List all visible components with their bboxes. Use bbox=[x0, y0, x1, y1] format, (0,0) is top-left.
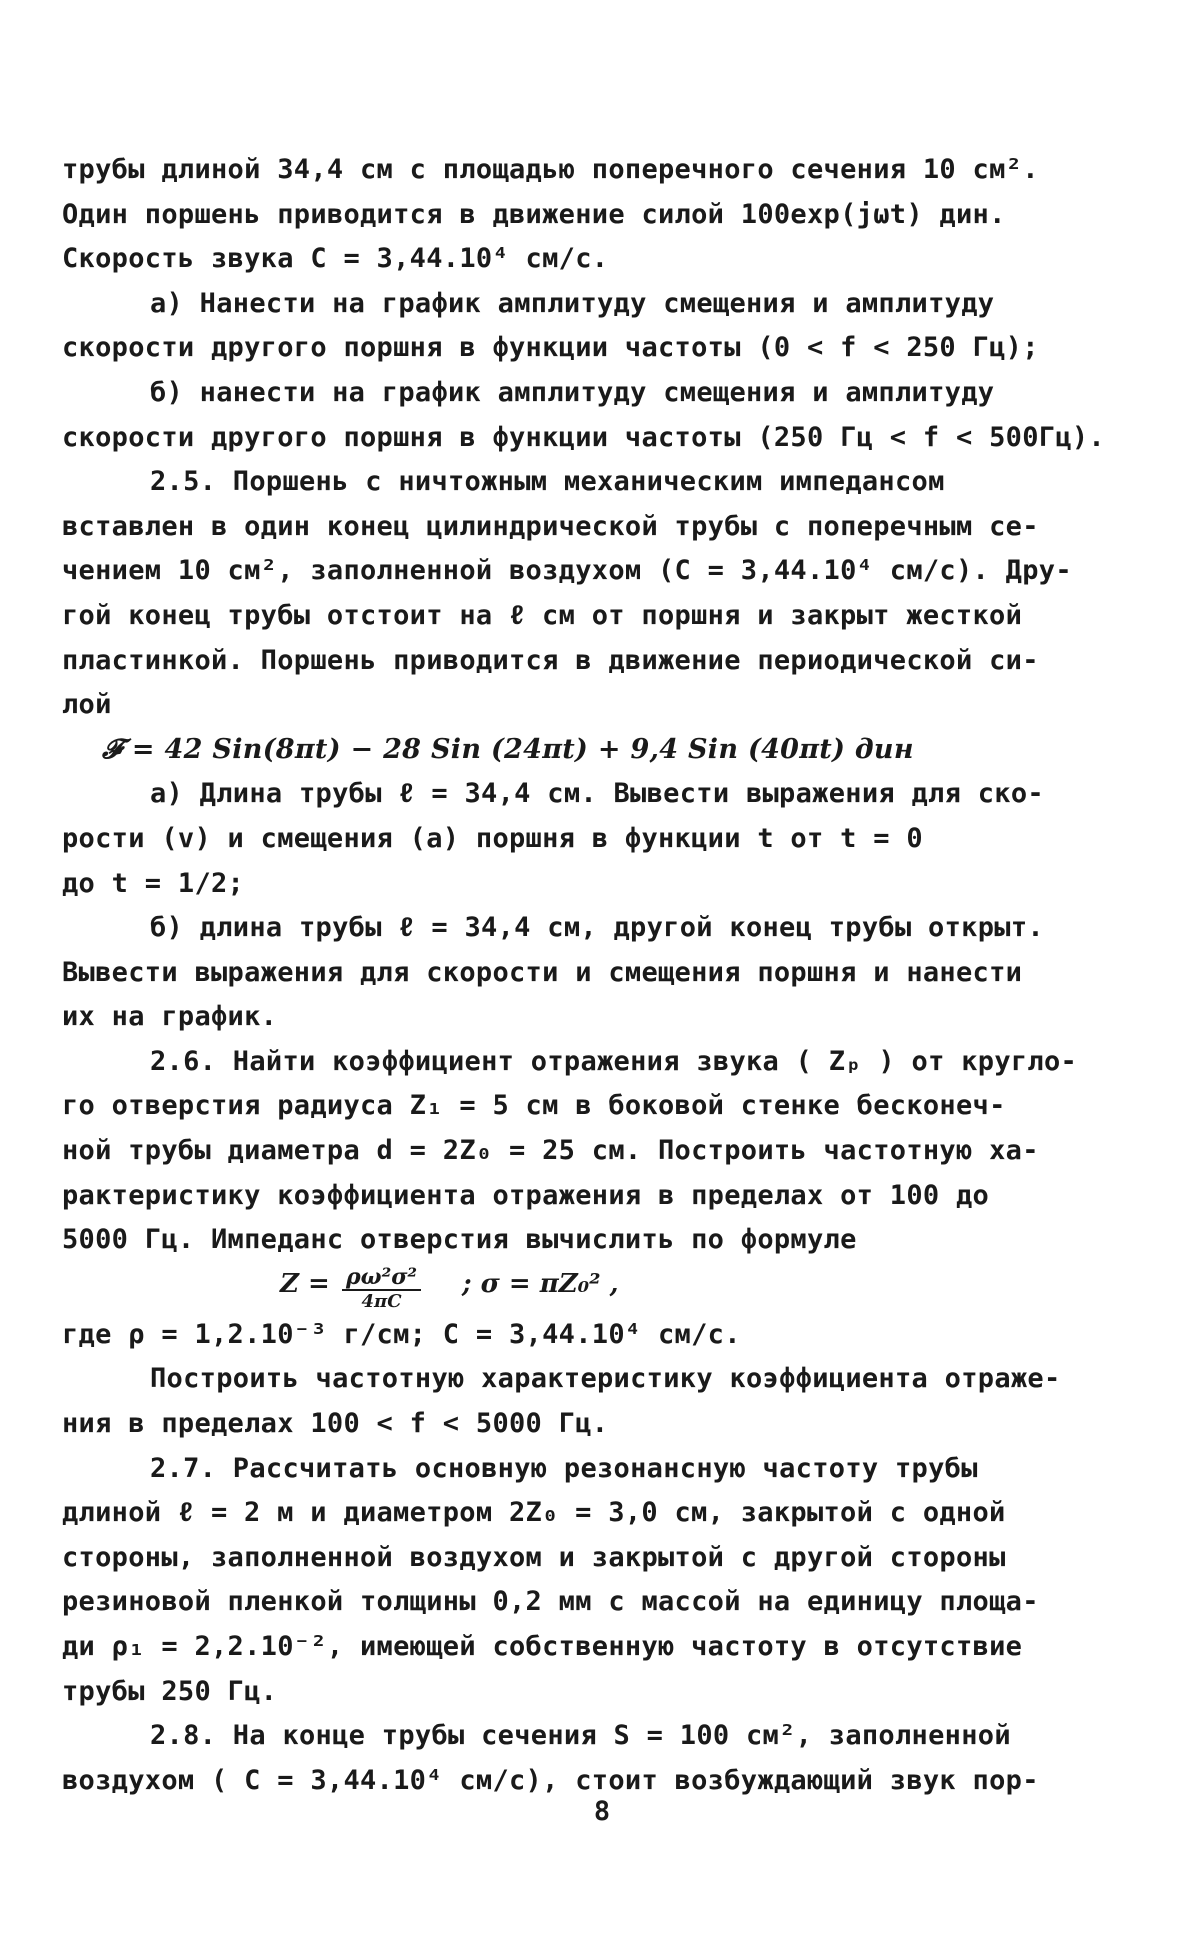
force-formula: 𝓕 = 42 Sin(8πt) − 28 Sin (24πt) + 9,4 Sin (40πt) дин bbox=[102, 733, 914, 765]
formula-rest: ; σ = πZ₀² , bbox=[462, 1268, 619, 1299]
text-line: б) длина трубы ℓ = 34,4 см, другой конец трубы открыт. bbox=[150, 912, 1044, 944]
text-line: Один поршень приводится в движение силой 100exp(jωt) дин. bbox=[62, 198, 1006, 230]
text-line: длиной ℓ = 2 м и диаметром 2Z₀ = 3,0 см, закрытой с одной bbox=[62, 1497, 1006, 1529]
text-line: резиновой пленкой толщины 0,2 мм с массой на единицу площа- bbox=[62, 1586, 1039, 1618]
text-line: 5000 Гц. Импеданс отверстия вычислить по формуле bbox=[62, 1224, 857, 1256]
formula-denominator: 4πC bbox=[361, 1290, 402, 1312]
text-line: а) Нанести на график амплитуду смещения и амплитуду bbox=[150, 287, 995, 319]
text-line: ной трубы диаметра d = 2Z₀ = 25 см. Построить частотную ха- bbox=[62, 1135, 1039, 1167]
text-line: ди ρ₁ = 2,2.10⁻², имеющей собственную частоту в отсутствие bbox=[62, 1631, 1023, 1662]
document-page bbox=[62, 148, 1142, 1827]
section-heading-2-7: 2.7. Рассчитать основную резонансную частоту трубы bbox=[150, 1452, 978, 1484]
text-line: где ρ = 1,2.10⁻³ г/см; C = 3,44.10⁴ см/с. bbox=[62, 1318, 741, 1350]
text-line: Вывести выражения для скорости и смещения поршня и нанести bbox=[62, 956, 1023, 988]
section-heading-2-6: 2.6. Найти коэффициент отражения звука ( Zₚ ) от кругло- bbox=[150, 1045, 1078, 1077]
text-line: Построить частотную характеристику коэффициента отраже- bbox=[150, 1363, 1061, 1395]
text-line: пластинкой. Поршень приводится в движение периодической си- bbox=[62, 644, 1039, 676]
text-line: вставлен в один конец цилиндрической трубы с поперечным се- bbox=[62, 510, 1039, 542]
text-line: трубы 250 Гц. bbox=[62, 1675, 278, 1707]
page-number: 8 bbox=[593, 1796, 611, 1827]
impedance-formula bbox=[62, 1263, 1142, 1313]
text-line: лой bbox=[62, 689, 112, 721]
text-line: до t = 1/2; bbox=[62, 867, 245, 899]
formula-numerator: ρω²σ² bbox=[342, 1265, 421, 1291]
section-heading-2-5: 2.5. Поршень с ничтожным механическим импедансом bbox=[150, 466, 945, 498]
text-line: ния в пределах 100 < f < 5000 Гц. bbox=[62, 1408, 609, 1440]
section-heading-2-8: 2.8. На конце трубы сечения S = 100 см², заполненной bbox=[150, 1720, 1011, 1752]
text-line: рактеристику коэффициента отражения в пределах от 100 до bbox=[62, 1179, 990, 1211]
text-line: скорости другого поршня в функции частоты (250 Гц < f < 500Гц). bbox=[62, 421, 1105, 453]
text-line: го отверстия радиуса Z₁ = 5 см в боковой стенке бесконеч- bbox=[62, 1090, 1006, 1122]
text-line: чением 10 см², заполненной воздухом (C = 3,44.10⁴ см/с). Дру- bbox=[62, 555, 1072, 587]
text-line: воздухом ( C = 3,44.10⁴ см/с), стоит возбуждающий звук пор- bbox=[62, 1764, 1039, 1796]
text-line: а) Длина трубы ℓ = 34,4 см. Вывести выражения для ско- bbox=[150, 778, 1044, 810]
text-line: Скорость звука C = 3,44.10⁴ см/с. bbox=[62, 243, 609, 275]
text-line: рости (v) и смещения (a) поршня в функции t от t = 0 bbox=[62, 822, 923, 854]
text-line: стороны, заполненной воздухом и закрытой с другой стороны bbox=[62, 1541, 1006, 1573]
text-line: трубы длиной 34,4 см с площадью поперечного сечения 10 см². bbox=[62, 154, 1039, 185]
text-line: их на график. bbox=[62, 1001, 278, 1033]
formula-fraction bbox=[342, 1265, 421, 1313]
formula-lhs: Z = bbox=[280, 1268, 330, 1299]
text-line: гой конец трубы отстоит на ℓ см от поршня и закрыт жесткой bbox=[62, 599, 1023, 631]
text-line: б) нанести на график амплитуду смещения и амплитуду bbox=[150, 376, 995, 408]
text-line: скорости другого поршня в функции частоты (0 < f < 250 Гц); bbox=[62, 332, 1039, 364]
